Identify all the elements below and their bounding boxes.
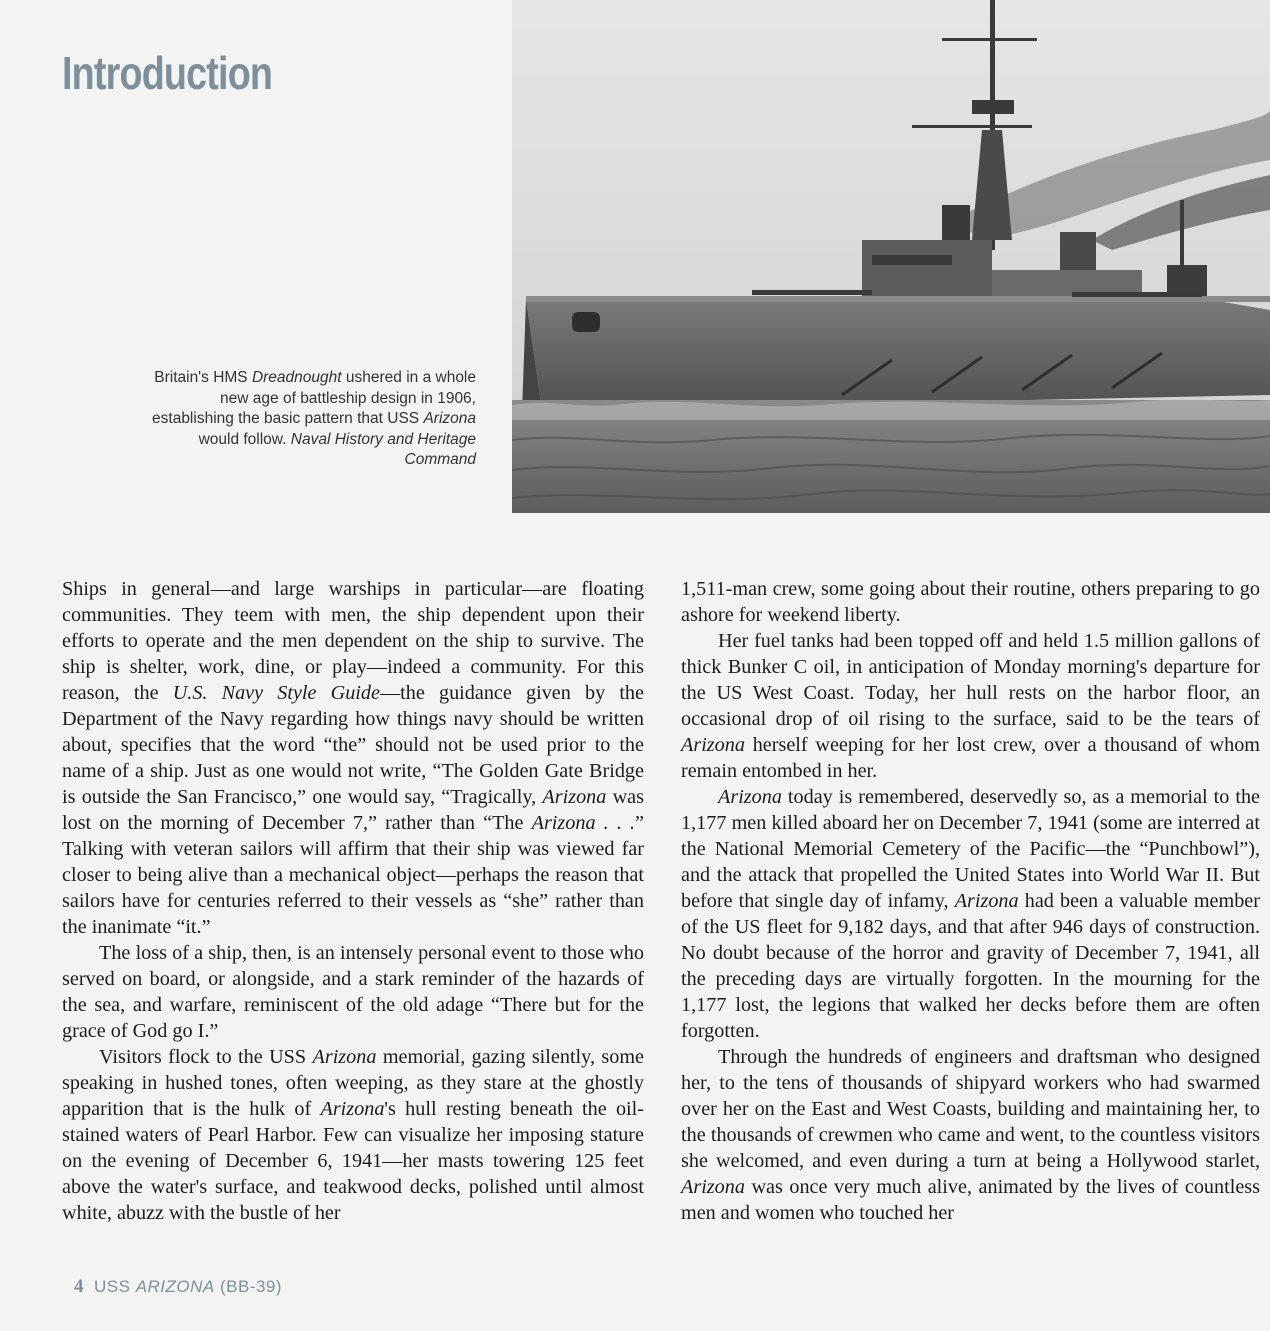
caption-credit: Naval History and Heritage Command — [290, 430, 476, 468]
page-footer — [74, 1276, 282, 1298]
running-title: USS — [94, 1277, 136, 1296]
caption-text: would follow. — [198, 430, 291, 448]
paragraph: Her fuel tanks had been topped off and held 1.5 million gallons of thick Bunker C oil, in anticipation of Monday morning's departure for the US West Coast. Today, her hull rests on the harbor floor, an occasional drop of oil rising to the surface, said to be the tears of Arizona herself weeping for her lost crew, over a thousand of whom remain entombed in her. — [681, 630, 1260, 782]
caption-ship-name: Dreadnought — [251, 369, 342, 386]
paragraph: Through the hundreds of engineers and draftsman who designed her, to the tens of thousands of shipyard workers who had swarmed over her on the East and West Coasts, building and maintaining her, to the thousands of crewmen who came and went, to the countless visitors she welcomed, and even during a turn at being a Hollywood starlet, Arizona was once very much alive, animated by the lives of countless men and women who touched her — [681, 1046, 1260, 1224]
left-column — [62, 576, 644, 1226]
caption-text: Britain's HMS — [154, 369, 252, 386]
running-title-suffix: (BB-39) — [214, 1277, 283, 1296]
caption-text: ushered in a whole new age of battleship design in 1906, establishing the basic pattern that USS — [152, 369, 476, 427]
running-title-ship: ARIZONA — [135, 1277, 215, 1296]
page-title: Introduction — [62, 47, 273, 99]
photo-caption — [150, 368, 476, 471]
page-number: 4 — [74, 1276, 84, 1297]
paragraph: The loss of a ship, then, is an intensely personal event to those who served on board, or alongside, and a stark reminder of the hazards of the sea, and warfare, reminiscent of the old adage “There but for the grace of God go I.” — [62, 942, 644, 1042]
paragraph: 1,511-man crew, some going about their routine, others preparing to go ashore for weekend liberty. — [681, 578, 1260, 626]
caption-ship-name: Arizona — [423, 410, 476, 427]
hms-dreadnought-photo — [512, 0, 1270, 513]
paragraph: Visitors flock to the USS Arizona memorial, gazing silently, some speaking in hushed tones, often weeping, as they stare at the ghostly apparition that is the hulk of Arizona's hull resting beneath the oil-stained waters of Pearl Harbor. Few can visualize her imposing stature on the evening of December 6, 1941—her masts towering 125 feet above the water's surface, and teakwood decks, polished until almost white, abuzz with the bustle of her — [62, 1046, 645, 1224]
paragraph: Ships in general—and large warships in particular—are floating communities. They teem with men, the ship dependent upon their efforts to operate and the men dependent on the ship to survive. The ship is shelter, work, dine, or play—indeed a community. For this reason, the U.S. Navy Style Guide—the guidance given by the Department of the Navy regarding how things navy should be written about, specifies that the word “the” should not be used prior to the name of a ship. Just as one would not write, “The Golden Gate Bridge is outside the San Francisco,” one would say, “Tragically, Arizona was lost on the morning of December 7,” rather than “The Arizona . . .” Talking with veteran sailors will affirm that their ship was viewed far closer to being alive than a mechanical object—perhaps the reason that sailors have for centuries referred to their vessels as “she” rather than the inanimate “it.” — [62, 578, 644, 938]
paragraph: Arizona today is remembered, deservedly so, as a memorial to the 1,177 men killed aboard her on December 7, 1941 (some are interred at the National Memorial Cemetery of the Pacific—the “Punchbowl”), and the attack that propelled the United States into World War II. But before that single day of infamy, Arizona had been a valuable member of the US fleet for 9,182 days, and that after 946 days of construction. No doubt because of the horror and gravity of December 7, 1941, all the preceding days are virtually forgotten. In the mourning for the 1,177 lost, the legions that walked her decks before them are often forgotten. — [681, 786, 1260, 1042]
right-column — [681, 576, 1260, 1226]
